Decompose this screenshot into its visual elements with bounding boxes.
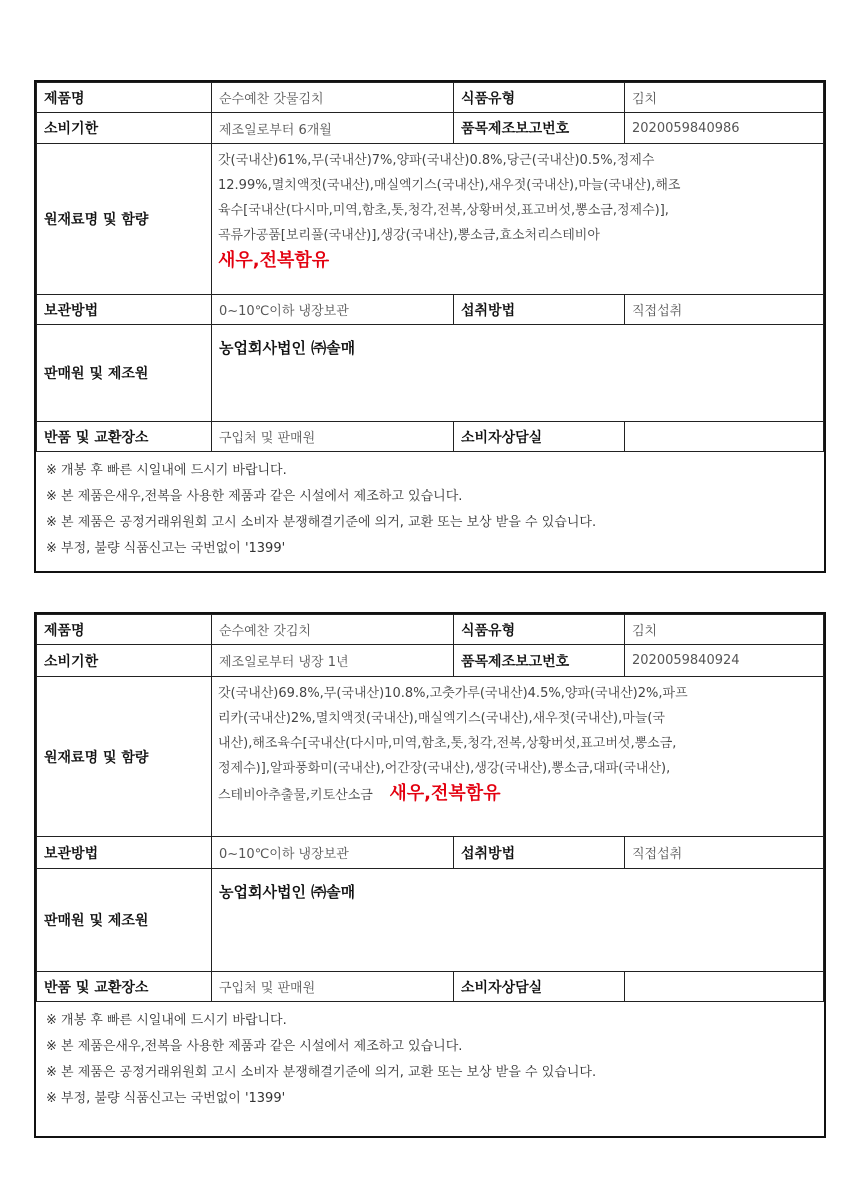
note-line: ※ 부정, 불량 식품신고는 국번없이 '1399' xyxy=(46,541,286,556)
expiry-value: 제조일로부터 냉장 1년 xyxy=(212,645,454,677)
consult-label: 소비자상담실 xyxy=(454,972,625,1002)
storage-value: 0~10℃이하 냉장보관 xyxy=(212,837,454,869)
note-line: ※ 부정, 불량 식품신고는 국번없이 '1399' xyxy=(46,1091,286,1106)
note-line: ※ 본 제품은새우,전복을 사용한 제품과 같은 시설에서 제조하고 있습니다. xyxy=(46,1039,463,1054)
maker-value: 농업회사법인 ㈜솔매 xyxy=(219,339,356,357)
intake-label: 섭취방법 xyxy=(454,295,625,325)
ingredients-value xyxy=(212,677,824,837)
ingredients-line: 리카(국내산)2%,멸치액젓(국내산),매실엑기스(국내산),새우젓(국내산),마늘(국 xyxy=(218,711,665,726)
return-label: 반품 및 교환장소 xyxy=(37,422,212,452)
maker-cell xyxy=(212,869,824,972)
maker-label: 판매원 및 제조원 xyxy=(37,869,212,972)
maker-label: 판매원 및 제조원 xyxy=(37,325,212,422)
storage-value: 0~10℃이하 냉장보관 xyxy=(212,295,454,325)
intake-label: 섭취방법 xyxy=(454,837,625,869)
food-type-label: 식품유형 xyxy=(454,83,625,113)
note-line: ※ 본 제품은 공정거래위원회 고시 소비자 분쟁해결기준에 의거, 교환 또는 보상 받을 수 있습니다. xyxy=(46,1065,597,1080)
storage-label: 보관방법 xyxy=(37,837,212,869)
product-name-label: 제품명 xyxy=(37,615,212,645)
ingredients-value xyxy=(212,144,824,295)
notes xyxy=(36,452,824,570)
product-info-table xyxy=(36,614,824,1002)
note-line: ※ 본 제품은새우,전복을 사용한 제품과 같은 시설에서 제조하고 있습니다. xyxy=(46,489,463,504)
note-line: ※ 개봉 후 빠른 시일내에 드시기 바랍니다. xyxy=(46,463,287,478)
expiry-label: 소비기한 xyxy=(37,645,212,677)
notes xyxy=(36,1002,824,1120)
food-type-label: 식품유형 xyxy=(454,615,625,645)
food-type-value: 김치 xyxy=(625,615,824,645)
ingredients-line: 정제수)],알파풍화미(국내산),어간장(국내산),생강(국내산),뽕소금,대파(국내산), xyxy=(218,761,671,776)
return-value: 구입처 및 판매원 xyxy=(212,972,454,1002)
report-number-value: 2020059840924 xyxy=(625,645,824,677)
maker-value: 농업회사법인 ㈜솔매 xyxy=(219,883,356,901)
ingredients-line: 곡류가공품[보리풀(국내산)],생강(국내산),뽕소금,효소처리스테비아 xyxy=(218,228,600,243)
return-value: 구입처 및 판매원 xyxy=(212,422,454,452)
note-line: ※ 개봉 후 빠른 시일내에 드시기 바랍니다. xyxy=(46,1013,287,1028)
ingredients-label: 원재료명 및 함량 xyxy=(37,144,212,295)
report-number-value: 2020059840986 xyxy=(625,113,824,144)
expiry-label: 소비기한 xyxy=(37,113,212,144)
allergen-warning: 새우,전복함유 xyxy=(218,250,330,271)
consult-value xyxy=(625,972,824,1002)
ingredients-line: 스테비아추출물,키토산소금 xyxy=(218,788,373,803)
intake-value: 직접섭취 xyxy=(625,837,824,869)
maker-cell xyxy=(212,325,824,422)
allergen-warning: 새우,전복함유 xyxy=(389,783,501,804)
ingredients-last-line xyxy=(218,781,817,808)
ingredients-line: 12.99%,멸치액젓(국내산),매실엑기스(국내산),새우젓(국내산),마늘(국내산),해조 xyxy=(218,178,681,193)
note-line: ※ 본 제품은 공정거래위원회 고시 소비자 분쟁해결기준에 의거, 교환 또는 보상 받을 수 있습니다. xyxy=(46,515,597,530)
ingredients-line: 육수[국내산(다시마,미역,함초,톳,청각,전복,상황버섯,표고버섯,뽕소금,정제수)], xyxy=(218,203,669,218)
ingredients-label: 원재료명 및 함량 xyxy=(37,677,212,837)
product-info-table xyxy=(36,82,824,452)
product-name-value: 순수예찬 갓물김치 xyxy=(212,83,454,113)
product-label-1 xyxy=(34,80,826,573)
ingredients-line: 갓(국내산)69.8%,무(국내산)10.8%,고춧가루(국내산)4.5%,양파(국내산)2%,파프 xyxy=(218,686,688,701)
ingredients-line: 갓(국내산)61%,무(국내산)7%,양파(국내산)0.8%,당근(국내산)0.5%,정제수 xyxy=(218,153,655,168)
report-number-label: 품목제조보고번호 xyxy=(454,113,625,144)
product-name-value: 순수예찬 갓김치 xyxy=(212,615,454,645)
consult-value xyxy=(625,422,824,452)
expiry-value: 제조일로부터 6개월 xyxy=(212,113,454,144)
return-label: 반품 및 교환장소 xyxy=(37,972,212,1002)
consult-label: 소비자상담실 xyxy=(454,422,625,452)
report-number-label: 품목제조보고번호 xyxy=(454,645,625,677)
product-name-label: 제품명 xyxy=(37,83,212,113)
ingredients-line: 내산),해조육수[국내산(다시마,미역,함초,톳,청각,전복,상황버섯,표고버섯,뽕소금, xyxy=(218,736,677,751)
storage-label: 보관방법 xyxy=(37,295,212,325)
intake-value: 직접섭취 xyxy=(625,295,824,325)
food-type-value: 김치 xyxy=(625,83,824,113)
product-label-2 xyxy=(34,612,826,1138)
